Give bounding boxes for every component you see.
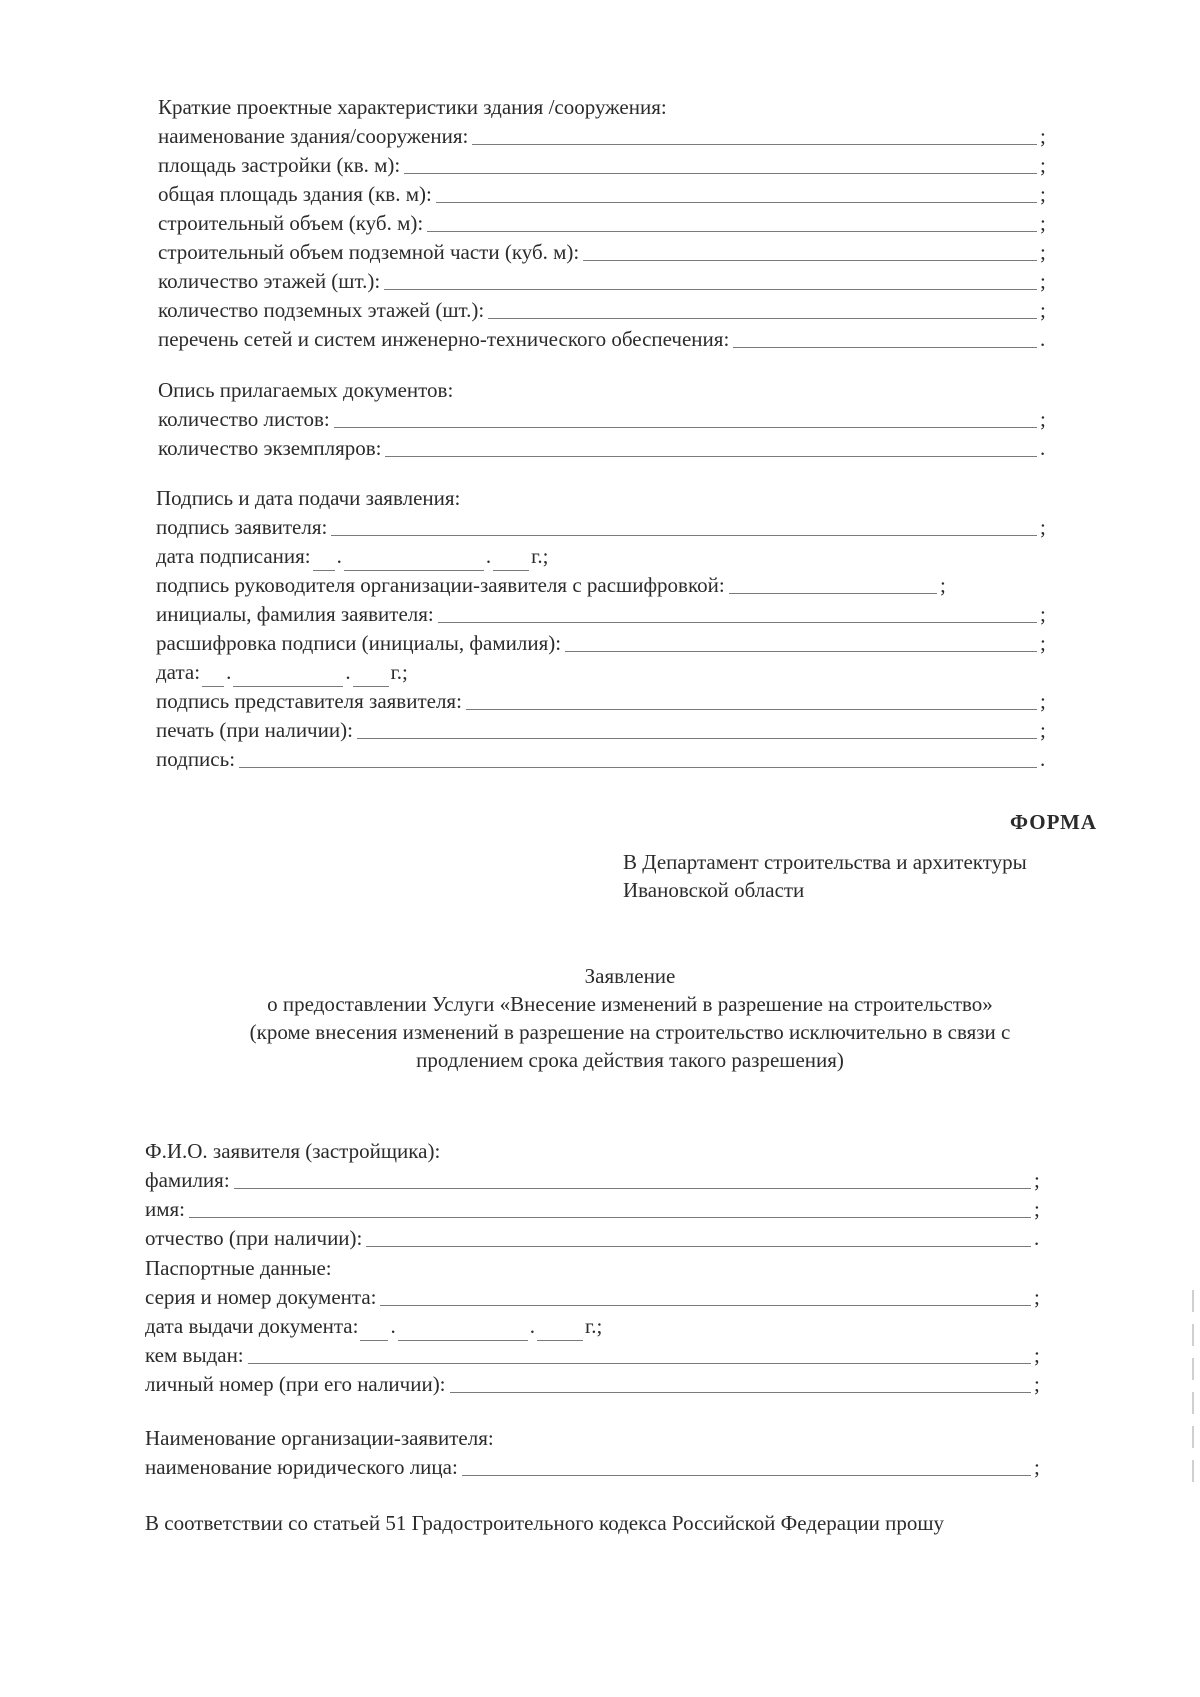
- floors-row: [158, 267, 1048, 296]
- field-label: подпись заявителя:: [156, 515, 328, 539]
- closing-paragraph: В соответствии со статьей 51 Градостроительного кодекса Российской Федерации прошу: [145, 1511, 944, 1535]
- punct: ;: [1034, 1168, 1040, 1192]
- field-label: количество этажей (шт.):: [158, 269, 381, 293]
- initials-row: [156, 600, 1048, 629]
- signature-heading: Подпись и дата подачи заявления:: [156, 486, 461, 510]
- sheets-field[interactable]: [334, 407, 1037, 428]
- application-title-line: (кроме внесения изменений в разрешение на строительство исключительно в связи с: [249, 1020, 1011, 1044]
- field-label: отчество (при наличии):: [145, 1226, 363, 1250]
- total-area-row: [158, 180, 1048, 209]
- organization-heading: Наименование организации-заявителя:: [145, 1426, 494, 1450]
- punct: .: [1034, 1226, 1040, 1250]
- applicant-sign-field[interactable]: [331, 515, 1037, 536]
- year-suffix: г.;: [584, 1314, 603, 1338]
- field-label: кем выдан:: [145, 1343, 244, 1367]
- punct: ;: [1040, 515, 1046, 539]
- date-row: дата: . . г.;: [156, 658, 1048, 687]
- addressee-line: Ивановской области: [623, 878, 805, 902]
- field-label: дата:: [156, 660, 201, 684]
- field-label: количество подземных этажей (шт.):: [158, 298, 485, 322]
- field-label: фамилия:: [145, 1168, 230, 1192]
- organization-section: [145, 1424, 1042, 1482]
- punct: ;: [1034, 1343, 1040, 1367]
- documents-inventory: [158, 376, 1048, 463]
- punct: ;: [1040, 211, 1046, 235]
- floors-field[interactable]: [384, 269, 1037, 290]
- issued-by-field[interactable]: [248, 1343, 1031, 1364]
- volume-field[interactable]: [427, 211, 1037, 232]
- day-field[interactable]: [313, 552, 335, 571]
- punct: ;: [1040, 718, 1046, 742]
- field-label: расшифровка подписи (инициалы, фамилия):: [156, 631, 562, 655]
- field-label: печать (при наличии):: [156, 718, 353, 742]
- field-label: имя:: [145, 1197, 186, 1221]
- field-label: дата подписания:: [156, 544, 311, 568]
- manager-sign-field[interactable]: [729, 573, 937, 594]
- punct: ;: [1034, 1285, 1040, 1309]
- field-label: количество листов:: [158, 407, 330, 431]
- field-label: дата выдачи документа:: [145, 1314, 359, 1338]
- name-row: [145, 1195, 1042, 1224]
- signature-section: [156, 484, 1048, 774]
- field-label: общая площадь здания (кв. м):: [158, 182, 432, 206]
- surname-row: [145, 1166, 1042, 1195]
- fio-heading: Ф.И.О. заявителя (застройщика):: [145, 1139, 441, 1163]
- year-suffix: г.;: [390, 660, 408, 684]
- punct: .: [1040, 327, 1046, 351]
- forma-title: ФОРМА: [1010, 810, 1098, 834]
- year-field[interactable]: [493, 552, 529, 571]
- rep-sign-row: [156, 687, 1048, 716]
- decipher-field[interactable]: [565, 631, 1037, 652]
- punct: ;: [1040, 407, 1046, 431]
- underground-floors-field[interactable]: [488, 298, 1037, 319]
- field-label: инициалы, фамилия заявителя:: [156, 602, 434, 626]
- punct: ;: [1040, 124, 1046, 148]
- field-label: строительный объем (куб. м):: [158, 211, 424, 235]
- addressee: [623, 848, 1103, 904]
- month-field[interactable]: [398, 1322, 528, 1341]
- series-field[interactable]: [380, 1285, 1031, 1306]
- building-heading: Краткие проектные характеристики здания /сооружения:: [158, 95, 667, 119]
- year-field[interactable]: [537, 1322, 583, 1341]
- series-row: [145, 1283, 1042, 1312]
- field-label: количество экземпляров:: [158, 436, 382, 460]
- field-label: площадь застройки (кв. м):: [158, 153, 401, 177]
- year-field[interactable]: [353, 668, 389, 687]
- field-label: подпись представителя заявителя:: [156, 689, 462, 713]
- copies-field[interactable]: [385, 436, 1037, 457]
- punct: ;: [1040, 153, 1046, 177]
- punct: .: [1040, 747, 1046, 771]
- month-field[interactable]: [344, 552, 484, 571]
- patronymic-field[interactable]: [366, 1226, 1031, 1247]
- punct: ;: [1040, 182, 1046, 206]
- building-characteristics: [158, 93, 1048, 354]
- punct: ;: [1034, 1197, 1040, 1221]
- field-label: личный номер (при его наличии):: [145, 1372, 446, 1396]
- field-label: наименование юридического лица:: [145, 1455, 458, 1479]
- personal-no-row: [145, 1370, 1042, 1399]
- passport-section: [145, 1254, 1042, 1399]
- built-area-field[interactable]: [404, 153, 1037, 174]
- decipher-row: [156, 629, 1048, 658]
- application-title-line: продлением срока действия такого разрешения): [416, 1048, 844, 1072]
- sign-row: [156, 745, 1048, 774]
- name-field[interactable]: [189, 1197, 1031, 1218]
- field-label: строительный объем подземной части (куб. м):: [158, 240, 580, 264]
- month-field[interactable]: [233, 668, 343, 687]
- passport-heading: Паспортные данные:: [145, 1256, 332, 1280]
- personal-no-field[interactable]: [450, 1372, 1031, 1393]
- documents-heading: Опись прилагаемых документов:: [158, 378, 454, 402]
- surname-field[interactable]: [234, 1168, 1031, 1189]
- day-field[interactable]: [202, 668, 224, 687]
- networks-row: [158, 325, 1048, 354]
- addressee-line: В Департамент строительства и архитектуры: [623, 850, 1027, 874]
- underground-volume-row: [158, 238, 1048, 267]
- initials-field[interactable]: [438, 602, 1037, 623]
- total-area-field[interactable]: [436, 182, 1037, 203]
- application-title-line: Заявление: [584, 964, 676, 988]
- punct: ;: [1040, 298, 1046, 322]
- scan-edge-marks: [1192, 1290, 1194, 1490]
- field-label: подпись руководителя организации-заявителя с расшифровкой:: [156, 573, 725, 597]
- stamp-field[interactable]: [357, 718, 1037, 739]
- underground-volume-field[interactable]: [583, 240, 1037, 261]
- sign-date-row: дата подписания: . . г.;: [156, 542, 1048, 571]
- rep-sign-field[interactable]: [466, 689, 1037, 710]
- legal-name-field[interactable]: [462, 1455, 1031, 1476]
- punct: ;: [1040, 689, 1046, 713]
- volume-row: [158, 209, 1048, 238]
- building-name-field[interactable]: [472, 124, 1037, 145]
- building-name-row: [158, 122, 1048, 151]
- stamp-row: [156, 716, 1048, 745]
- application-title-line: о предоставлении Услуги «Внесение изменений в разрешение на строительство»: [267, 992, 993, 1016]
- copies-row: [158, 434, 1048, 463]
- punct: ;: [940, 573, 946, 597]
- punct: ;: [1040, 631, 1046, 655]
- day-field[interactable]: [360, 1322, 388, 1341]
- manager-sign-row: [156, 571, 1048, 600]
- legal-name-row: [145, 1453, 1042, 1482]
- punct: .: [1040, 436, 1046, 460]
- application-title: [160, 962, 1100, 1074]
- sign-field[interactable]: [239, 747, 1037, 768]
- patronymic-row: [145, 1224, 1042, 1253]
- applicant-sign-row: [156, 513, 1048, 542]
- built-area-row: [158, 151, 1048, 180]
- field-label: подпись:: [156, 747, 236, 771]
- underground-floors-row: [158, 296, 1048, 325]
- punct: ;: [1040, 602, 1046, 626]
- issue-date-row: дата выдачи документа: . . г.;: [145, 1312, 1042, 1341]
- punct: ;: [1034, 1455, 1040, 1479]
- applicant-fio-section: [145, 1137, 1042, 1253]
- field-label: перечень сетей и систем инженерно-технического обеспечения:: [158, 327, 730, 351]
- networks-field[interactable]: [733, 327, 1037, 348]
- sheets-row: [158, 405, 1048, 434]
- issued-by-row: [145, 1341, 1042, 1370]
- punct: ;: [1040, 269, 1046, 293]
- field-label: серия и номер документа:: [145, 1285, 377, 1309]
- field-label: наименование здания/сооружения:: [158, 124, 469, 148]
- year-suffix: г.;: [531, 544, 549, 568]
- punct: ;: [1034, 1372, 1040, 1396]
- punct: ;: [1040, 240, 1046, 264]
